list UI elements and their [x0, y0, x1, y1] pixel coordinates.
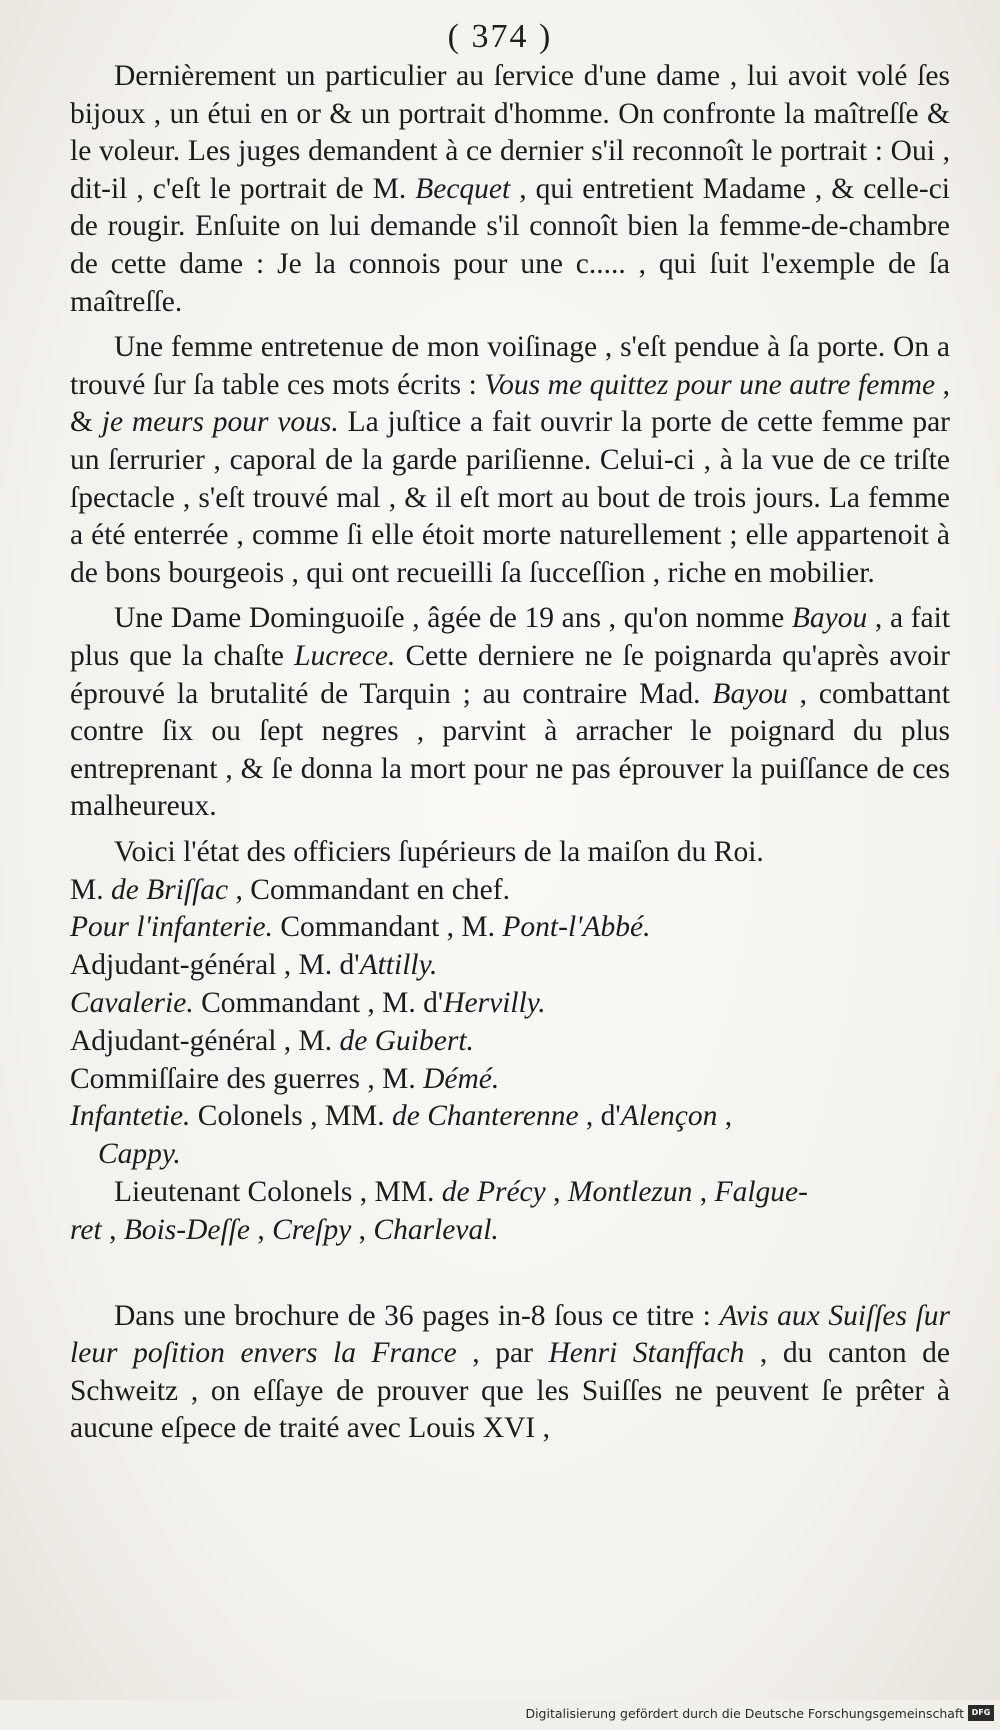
text-span: Adjudant-général , M. d' [70, 949, 360, 982]
text-span: Commandant , M. [272, 911, 503, 944]
italic-text-span: Infantetie. [70, 1100, 191, 1133]
roster-line [70, 985, 950, 1023]
section-break [70, 1258, 950, 1298]
footer-bar [0, 1700, 1000, 1730]
text-span: , a fait plus que la chaſte [70, 602, 951, 672]
text-span: , par [456, 1337, 549, 1370]
roster-line [70, 834, 950, 872]
text-span: Dans une brochure de 36 pages in-8 ſous ce titre : [114, 1299, 720, 1332]
italic-text-span: Démé. [423, 1062, 500, 1095]
italic-text-span: Cappy. [98, 1138, 181, 1171]
italic-text-span: Lucrece. [294, 639, 396, 672]
text-span: Une Dame Dominguoiſe , âgée de 19 ans , qu'on nomme [114, 602, 792, 635]
italic-text-span: Cavalerie. [70, 987, 194, 1020]
italic-text-span: Pont-l'Abbé. [502, 911, 651, 944]
text-span: , combattant contre ſix ou ſept negres , parvint à arracher le poignard du plus entreprenant , & ſe donna la mort pour ne pas éprouver la puiſſance de ces malheureux. [70, 677, 950, 823]
text-span: , [545, 1176, 568, 1209]
text-span: Commiſſaire des guerres , M. [70, 1062, 424, 1095]
text-span: Commandant , M. d' [193, 987, 444, 1020]
text-span: , d' [578, 1100, 621, 1133]
text-span: Colonels , MM. [190, 1100, 393, 1133]
roster-line [70, 1061, 950, 1099]
italic-text-span: Hervilly. [443, 987, 546, 1020]
roster-line [70, 909, 950, 947]
text-span: Une femme entretenue de mon voiſinage , s'eſt pendue à ſa porte. On a trouvé ſur ſa table ces mots écrits : [70, 331, 950, 401]
paragraph [70, 1298, 950, 1448]
roster-line [70, 1174, 950, 1212]
roster-line [70, 1098, 950, 1136]
italic-text-span: je meurs pour vous. [101, 406, 339, 439]
text-span: , [717, 1100, 733, 1133]
roster-line [70, 1136, 950, 1174]
italic-text-span: Vous me quittez pour une autre femme [484, 368, 936, 401]
italic-text-span: Bayou [712, 677, 788, 710]
italic-text-span: Bayou [791, 602, 868, 635]
text-span: M. [70, 873, 111, 906]
italic-text-span: Falgue- [714, 1176, 808, 1209]
text-span: Lieutenant Colonels , MM. [114, 1176, 442, 1209]
text-span: , [692, 1176, 715, 1209]
italic-text-span: Henri Stanffach [548, 1337, 745, 1370]
funding-credit: Digitalisierung gefördert durch die Deutsche Forschungsgemeinschaft [525, 1706, 964, 1721]
italic-text-span: ret [70, 1213, 102, 1246]
roster-line [70, 872, 950, 910]
italic-text-span: Attilly. [359, 949, 438, 982]
roster-line [70, 947, 950, 985]
officer-roster [70, 834, 950, 1250]
paragraph [70, 600, 950, 826]
italic-text-span: Bois-Deſſe [123, 1213, 250, 1246]
text-span: Cette derniere ne ſe poignarda qu'après avoir éprouvé la brutalité de Tarquin ; au contraire Mad. [70, 639, 951, 710]
text-span: Dernièrement un particulier au ſervice d'une dame , lui avoit volé ſes bijoux , un étui en or & un portrait d'homme. On confronte la maîtreſſe & le voleur. Les juges demandent à ce dernier s'il reconnoît le portrait : Oui , dit-il , c'eſt le portrait de M. [70, 60, 950, 205]
roster-line [70, 1212, 950, 1250]
text-span: , [101, 1213, 124, 1246]
italic-text-span: Alençon [620, 1100, 718, 1133]
italic-text-span: Montlezun [567, 1176, 693, 1209]
roster-line [70, 1023, 950, 1061]
text-span: , du canton de Schweitz , on eſſaye de prouver que les Suiſſes ne peuvent ſe prêter à aucune eſpece de traité avec Louis XVI , [70, 1337, 950, 1445]
italic-text-span: Charleval. [373, 1213, 499, 1246]
text-span: , & [70, 368, 951, 439]
text-span: Voici l'état des officiers ſupérieurs de la maiſon du Roi. [114, 835, 764, 868]
dfg-logo: DFG [968, 1705, 994, 1721]
italic-text-span: Avis aux Suiſſes ſur leur poſition envers la France [70, 1299, 950, 1370]
italic-text-span: de Briſſac [110, 873, 229, 906]
text-span: , qui entretient Madame , & celle-ci de rougir. Enſuite on lui demande s'il connoît bien la femme-de-chambre de cette dame : Je la connois pour une c..... , qui ſuit l'exemple de ſa maîtreſſe. [70, 172, 950, 318]
text-span: , Commandant en chef. [228, 873, 510, 906]
text-span: , [249, 1213, 273, 1246]
page-number: ( 374 ) [447, 18, 553, 55]
italic-text-span: Becquet [415, 172, 511, 205]
italic-text-span: Pour l'infanterie. [70, 911, 273, 944]
italic-text-span: de Guibert. [339, 1024, 474, 1057]
text-span: Adjudant-général , M. [70, 1024, 340, 1057]
text-span: La juſtice a fait ouvrir la porte de cette femme par un ſerrurier , caporal de la garde pariſienne. Celui-ci , à la vue de ce triſte ſpectacle , s'eſt trouvé mal , & il eſt mort au bout de trois jours. La femme a été enterrée , comme ſi elle étoit morte naturellement ; elle appartenoit à de bons bourgeois , qui ont recueilli ſa ſucceſſion , riche en mobilier. [70, 406, 951, 589]
paragraph [70, 329, 950, 592]
italic-text-span: Creſpy [272, 1213, 352, 1246]
italic-text-span: de Chanterenne [392, 1100, 579, 1133]
text-span: , [351, 1213, 374, 1246]
paragraph [70, 58, 950, 321]
page-text [70, 58, 950, 1456]
italic-text-span: de Précy [441, 1176, 546, 1209]
